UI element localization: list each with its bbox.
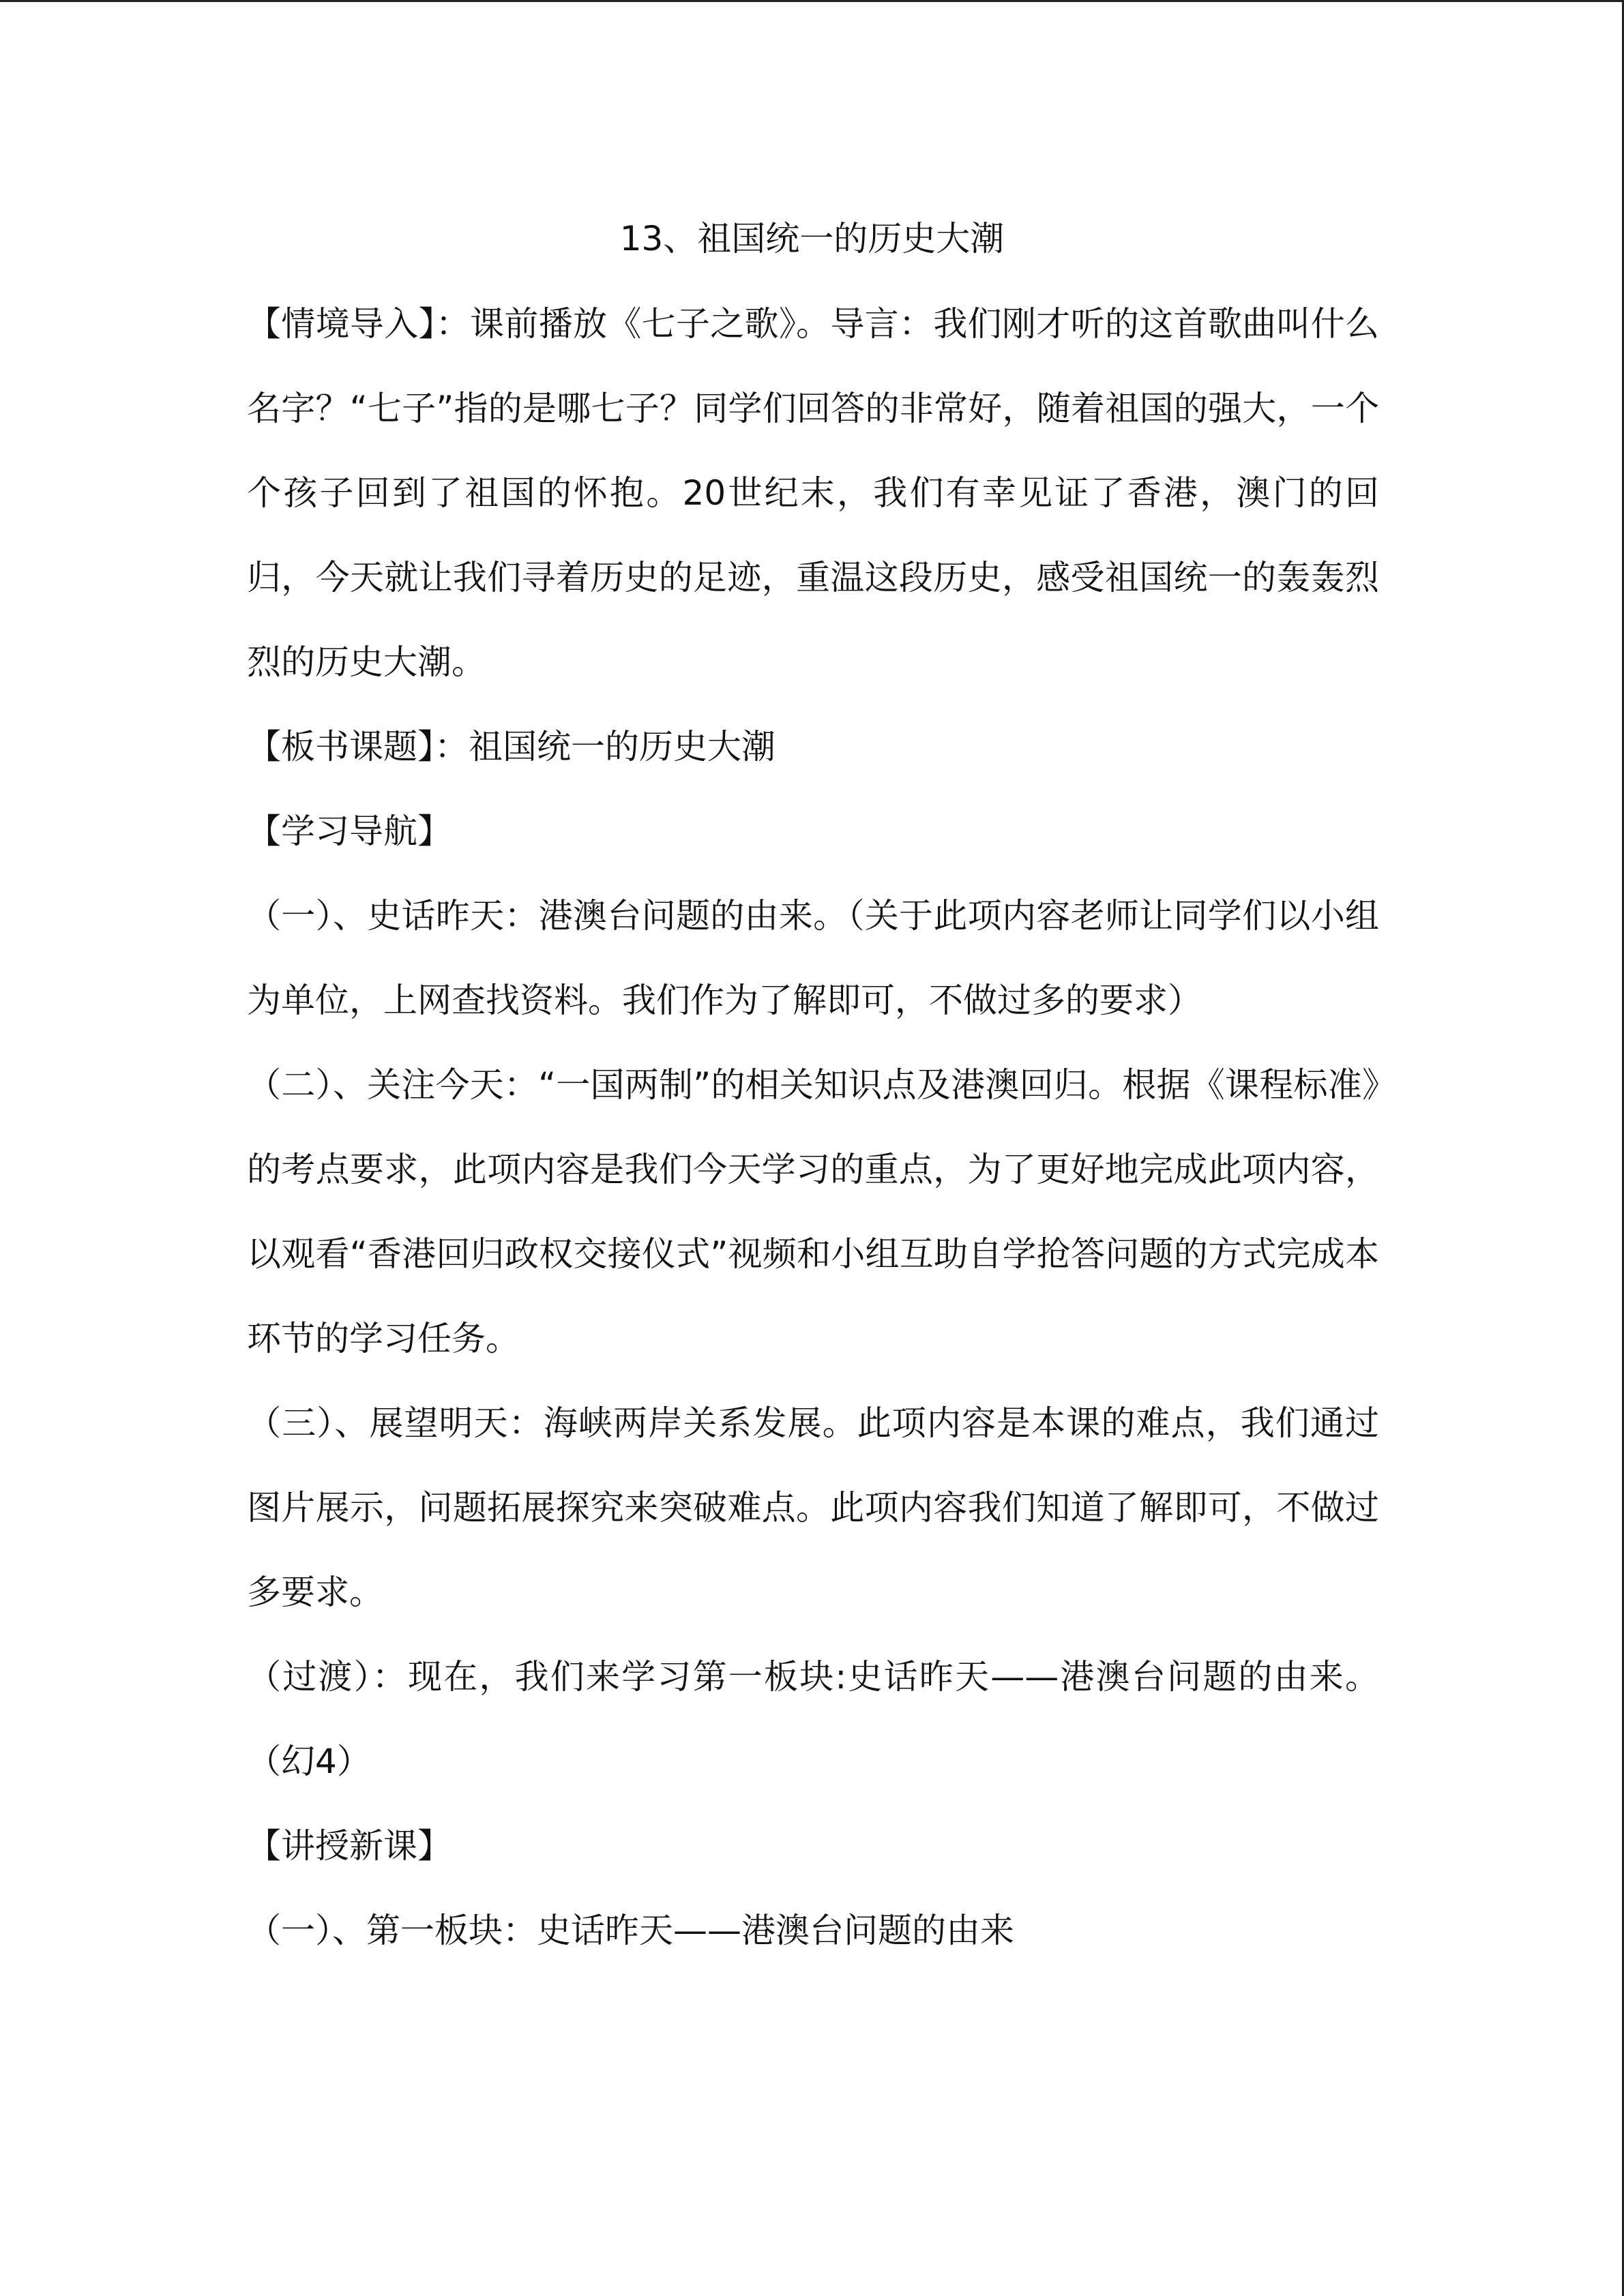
paragraph-guide-part-one: （一）、史话昨天：港澳台问题的由来。（关于此项内容老师让同学们以小组为单位，上网查找资料。我们作为了解即可，不做过多的要求） (247, 896, 1379, 1020)
paragraph-section-one-heading: （一）、第一板块：史话昨天——港澳台问题的由来 (247, 1911, 1014, 1950)
paragraph-guide-part-two: （二）、关注今天：“一国两制”的相关知识点及港澳回归。根据《课程标准》的考点要求，此项内容是我们今天学习的重点，为了更好地完成此项内容，以观看“香港回归政权交接仪式”视频和小组互助自学抢答问题的方式完成本环节的学习任务。 (247, 1065, 1379, 1358)
paragraph-guide-part-three: （三）、展望明天：海峡两岸关系发展。此项内容是本课的难点，我们通过图片展示，问题拓展探究来突破难点。此项内容我们知道了解即可，不做过多要求。 (247, 1403, 1379, 1612)
paragraph-board-topic: 【板书课题】：祖国统一的历史大潮 (247, 727, 776, 766)
paragraph-learning-guide-heading: 【学习导航】 (247, 811, 452, 851)
document-title: 13、祖国统一的历史大潮 (619, 219, 1005, 258)
paragraph-scenario-intro: 【情境导入】：课前播放《七子之歌》。导言：我们刚才听的这首歌曲叫什么名字？“七子”指的是哪七子？同学们回答的非常好，随着祖国的强大，一个个孩子回到了祖国的怀抱。20世纪末，我们有幸见证了香港，澳门的回归，今天就让我们寻着历史的足迹，重温这段历史，感受祖国统一的轰轰烈烈的历史大潮。 (247, 304, 1379, 682)
paragraph-new-lesson-heading: 【讲授新课】 (247, 1826, 452, 1866)
document-body (247, 282, 1379, 1973)
page-top-border (0, 0, 1624, 2)
paragraph-transition: （过渡）：现在，我们来学习第一板块:史话昨天——港澳台问题的由来。（幻4） (247, 1657, 1379, 1781)
